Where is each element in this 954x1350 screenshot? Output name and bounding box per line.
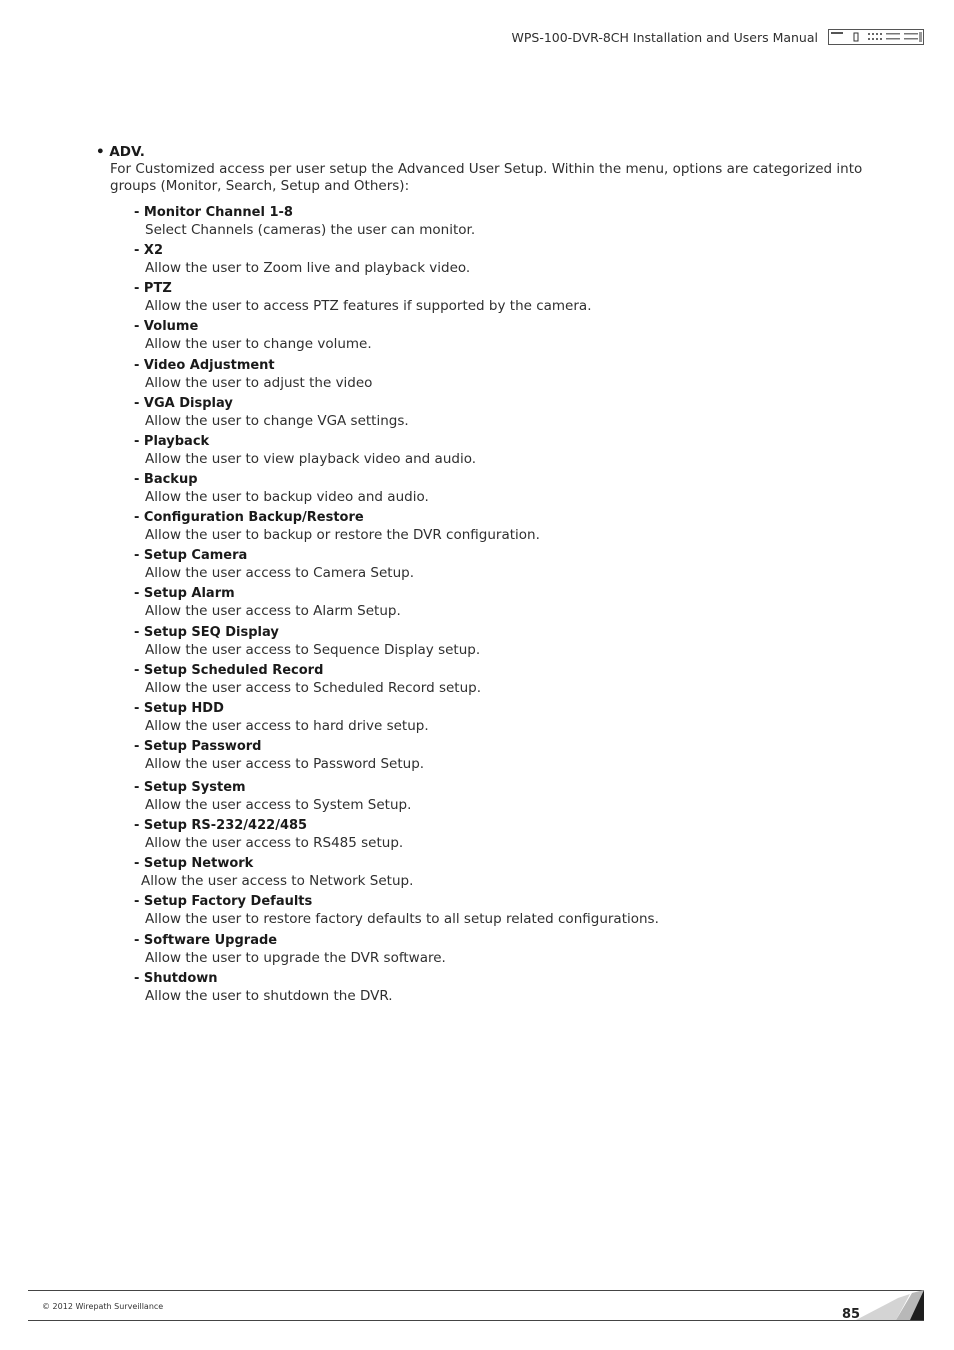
list-item [134, 625, 914, 659]
entry-title: - Setup Alarm [134, 586, 235, 601]
entry-title: - Setup RS-232/422/485 [134, 818, 308, 833]
list-item [134, 663, 914, 697]
entry-description: Allow the user access to hard drive setup. [145, 718, 429, 734]
entry-description: Select Channels (cameras) the user can monitor. [145, 222, 476, 238]
section-heading [96, 144, 145, 160]
footer-top-rule [28, 1290, 924, 1291]
entry-title: - Video Adjustment [134, 358, 275, 373]
entry-description: Allow the user to backup or restore the DVR configuration. [145, 527, 540, 543]
entry-description: Allow the user access to Alarm Setup. [145, 603, 401, 619]
entry-description: Allow the user access to Password Setup. [145, 756, 425, 772]
list-item [134, 971, 914, 1005]
list-item [134, 396, 914, 430]
list-item [134, 818, 914, 852]
entry-description: Allow the user to upgrade the DVR software. [145, 950, 446, 966]
document-header-title: WPS-100-DVR-8CH Installation and Users Manual [511, 30, 818, 45]
footer-bottom-rule [28, 1320, 924, 1321]
list-item [134, 894, 914, 928]
list-item [134, 933, 914, 967]
entry-title: - Backup [134, 472, 198, 487]
entry-title: - Monitor Channel 1-8 [134, 205, 293, 220]
entry-title: - Setup Password [134, 739, 262, 754]
list-item [134, 739, 914, 773]
entry-description: Allow the user to change volume. [145, 336, 372, 352]
section-intro: For Customized access per user setup the Advanced User Setup. Within the menu, options are categorized into groups (Monitor, Search, Setup and Others): [110, 161, 863, 194]
entry-description: Allow the user to adjust the video [145, 375, 373, 391]
list-item [134, 281, 914, 315]
list-item [134, 434, 914, 468]
entry-description: Allow the user to view playback video and audio. [145, 451, 477, 467]
list-item [134, 358, 914, 392]
list-item [134, 243, 914, 277]
entry-title: - Setup SEQ Display [134, 625, 279, 640]
entry-description: Allow the user access to Camera Setup. [145, 565, 414, 581]
list-item [134, 472, 914, 506]
entry-description: Allow the user access to System Setup. [145, 797, 412, 813]
entry-description: Allow the user access to Network Setup. [141, 873, 414, 889]
bullet-marker: • [96, 144, 105, 160]
entry-title: - Setup Camera [134, 548, 248, 563]
entry-title: - PTZ [134, 281, 172, 296]
entry-description: Allow the user to shutdown the DVR. [145, 988, 393, 1004]
entry-title: - X2 [134, 243, 163, 258]
entry-description: Allow the user to access PTZ features if supported by the camera. [145, 298, 592, 314]
entry-title: - Setup Scheduled Record [134, 663, 324, 678]
entry-title: - Shutdown [134, 971, 218, 986]
list-item [134, 856, 914, 890]
entry-title: - Setup System [134, 780, 246, 795]
entry-description: Allow the user access to Scheduled Record setup. [145, 680, 482, 696]
list-item [134, 548, 914, 582]
list-item [134, 586, 914, 620]
entry-title: - Volume [134, 319, 199, 334]
list-item [134, 780, 914, 814]
list-item [134, 510, 914, 544]
entry-title: - Software Upgrade [134, 933, 278, 948]
entry-title: - Playback [134, 434, 210, 449]
dvr-device-icon [828, 29, 924, 45]
entry-description: Allow the user to change VGA settings. [145, 413, 409, 429]
list-item [134, 701, 914, 735]
entry-title: - Configuration Backup/Restore [134, 510, 364, 525]
entry-title: - Setup Factory Defaults [134, 894, 313, 909]
entry-description: Allow the user access to Sequence Display setup. [145, 642, 481, 658]
page-number: 85 [842, 1307, 861, 1322]
entry-title: - Setup HDD [134, 701, 224, 716]
footer-copyright: © 2012 Wirepath Surveillance [42, 1302, 164, 1311]
page-number-tab [800, 1290, 924, 1321]
list-item [134, 205, 914, 239]
list-item [134, 319, 914, 353]
entry-title: - VGA Display [134, 396, 233, 411]
entry-description: Allow the user to Zoom live and playback video. [145, 260, 471, 276]
entry-description: Allow the user to backup video and audio. [145, 489, 429, 505]
entry-description: Allow the user to restore factory defaults to all setup related configurations. [145, 911, 659, 927]
section-heading-label: ADV. [109, 144, 145, 160]
entry-description: Allow the user access to RS485 setup. [145, 835, 404, 851]
entry-title: - Setup Network [134, 856, 254, 871]
